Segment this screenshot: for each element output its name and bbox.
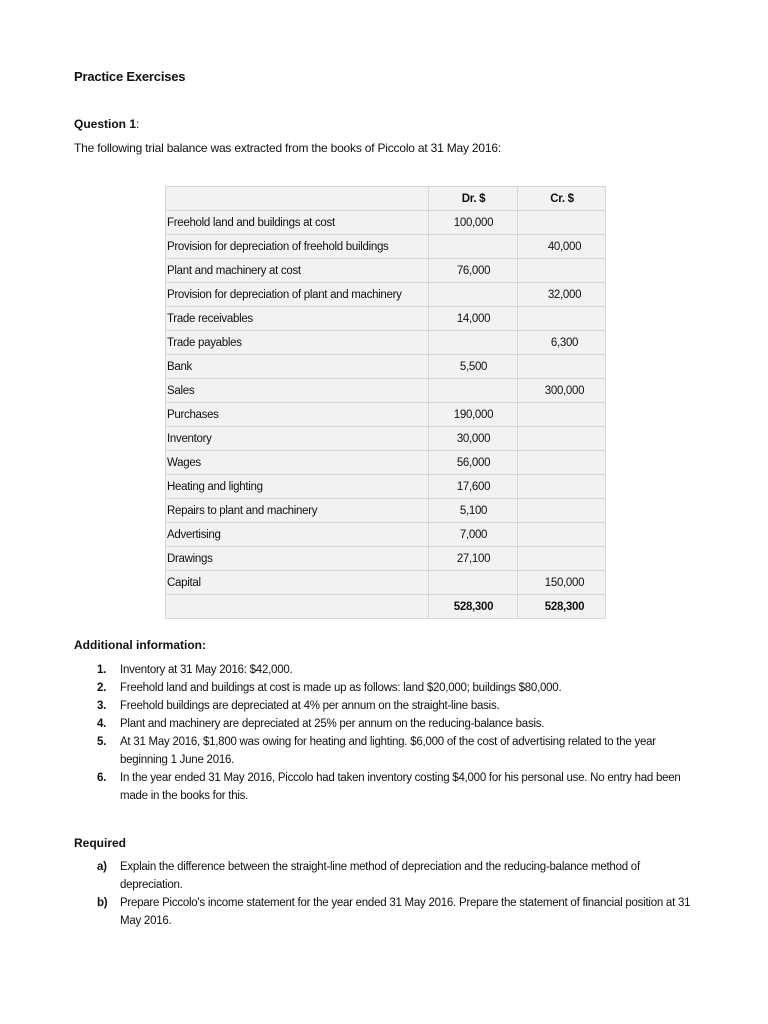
item-text: Freehold buildings are depreciated at 4% per annum on the straight-line basis. <box>120 700 500 712</box>
item-text: Inventory at 31 May 2016: $42,000. <box>120 664 293 676</box>
cr-cell <box>518 475 606 499</box>
question-suffix: : <box>136 117 140 131</box>
item-number: 6. <box>97 772 107 784</box>
dr-cell: 5,500 <box>429 355 518 379</box>
total-label-cell <box>166 595 429 619</box>
account-cell: Advertising <box>166 523 429 547</box>
table-row <box>166 235 606 259</box>
table-row <box>166 379 606 403</box>
dr-cell <box>429 331 518 355</box>
cr-cell <box>518 499 606 523</box>
list-item <box>74 858 704 894</box>
dr-cell: 17,600 <box>429 475 518 499</box>
account-cell: Provision for depreciation of freehold buildings <box>166 235 429 259</box>
table-row <box>166 499 606 523</box>
item-text: In the year ended 31 May 2016, Piccolo had taken inventory costing $4,000 for his personal use. No entry had been made in the books for this. <box>120 772 681 802</box>
account-cell: Inventory <box>166 427 429 451</box>
cr-cell: 150,000 <box>518 571 606 595</box>
cr-cell <box>518 259 606 283</box>
cr-cell <box>518 307 606 331</box>
cr-cell <box>518 451 606 475</box>
table-row <box>166 451 606 475</box>
table-row <box>166 547 606 571</box>
table-row <box>166 427 606 451</box>
cr-cell: 6,300 <box>518 331 606 355</box>
list-item <box>74 715 704 733</box>
table-row <box>166 523 606 547</box>
account-cell: Repairs to plant and machinery <box>166 499 429 523</box>
cr-cell <box>518 403 606 427</box>
list-item <box>74 661 704 679</box>
trial-balance-table <box>165 186 606 619</box>
cr-cell <box>518 427 606 451</box>
header-account <box>166 187 429 211</box>
additional-info-heading: Additional information: <box>74 638 206 652</box>
item-number: 1. <box>97 664 107 676</box>
cr-cell: 32,000 <box>518 283 606 307</box>
account-cell: Purchases <box>166 403 429 427</box>
account-cell: Wages <box>166 451 429 475</box>
page-title: Practice Exercises <box>74 69 186 84</box>
account-cell: Trade receivables <box>166 307 429 331</box>
item-number: 5. <box>97 736 107 748</box>
item-letter: a) <box>97 861 107 873</box>
cr-cell <box>518 211 606 235</box>
table-row <box>166 331 606 355</box>
total-dr-cell: 528,300 <box>429 595 518 619</box>
list-item <box>74 733 704 769</box>
dr-cell: 76,000 <box>429 259 518 283</box>
list-item <box>74 697 704 715</box>
item-number: 2. <box>97 682 107 694</box>
account-cell: Freehold land and buildings at cost <box>166 211 429 235</box>
dr-cell: 27,100 <box>429 547 518 571</box>
total-cr-cell: 528,300 <box>518 595 606 619</box>
item-text: Plant and machinery are depreciated at 25% per annum on the reducing-balance basis. <box>120 718 545 730</box>
dr-cell: 5,100 <box>429 499 518 523</box>
table-row <box>166 283 606 307</box>
header-cr: Cr. $ <box>518 187 606 211</box>
list-item <box>74 679 704 697</box>
item-letter: b) <box>97 897 108 909</box>
cr-cell <box>518 355 606 379</box>
question-heading <box>74 117 139 131</box>
item-text: Freehold land and buildings at cost is made up as follows: land $20,000; buildings $80,000. <box>120 682 562 694</box>
account-cell: Plant and machinery at cost <box>166 259 429 283</box>
dr-cell <box>429 379 518 403</box>
table-row <box>166 307 606 331</box>
dr-cell <box>429 571 518 595</box>
item-text: Explain the difference between the straight-line method of depreciation and the reducing-balance method of depreciation. <box>120 861 640 891</box>
additional-info-list <box>74 661 704 805</box>
item-text: Prepare Piccolo's income statement for the year ended 31 May 2016. Prepare the statement of financial position at 31 May 2016. <box>120 897 691 927</box>
dr-cell: 56,000 <box>429 451 518 475</box>
table-header-row <box>166 187 606 211</box>
cr-cell <box>518 523 606 547</box>
dr-cell: 7,000 <box>429 523 518 547</box>
item-number: 4. <box>97 718 107 730</box>
cr-cell <box>518 547 606 571</box>
account-cell: Drawings <box>166 547 429 571</box>
item-number: 3. <box>97 700 107 712</box>
question-label: Question 1 <box>74 117 137 131</box>
question-intro: The following trial balance was extracted from the books of Piccolo at 31 May 2016: <box>74 141 501 155</box>
table-row <box>166 259 606 283</box>
table-row <box>166 403 606 427</box>
item-text: At 31 May 2016, $1,800 was owing for heating and lighting. $6,000 of the cost of advertising related to the year beginning 1 June 2016. <box>120 736 656 766</box>
account-cell: Provision for depreciation of plant and machinery <box>166 283 429 307</box>
dr-cell <box>429 235 518 259</box>
list-item <box>74 769 704 805</box>
header-dr: Dr. $ <box>429 187 518 211</box>
dr-cell <box>429 283 518 307</box>
list-item <box>74 894 704 930</box>
account-cell: Trade payables <box>166 331 429 355</box>
required-heading: Required <box>74 836 127 850</box>
cr-cell: 300,000 <box>518 379 606 403</box>
dr-cell: 190,000 <box>429 403 518 427</box>
table-row <box>166 355 606 379</box>
account-cell: Capital <box>166 571 429 595</box>
cr-cell: 40,000 <box>518 235 606 259</box>
account-cell: Heating and lighting <box>166 475 429 499</box>
table-row <box>166 571 606 595</box>
dr-cell: 100,000 <box>429 211 518 235</box>
account-cell: Bank <box>166 355 429 379</box>
table-total-row <box>166 595 606 619</box>
required-list <box>74 858 704 930</box>
account-cell: Sales <box>166 379 429 403</box>
table-row <box>166 475 606 499</box>
table-row <box>166 211 606 235</box>
dr-cell: 30,000 <box>429 427 518 451</box>
dr-cell: 14,000 <box>429 307 518 331</box>
